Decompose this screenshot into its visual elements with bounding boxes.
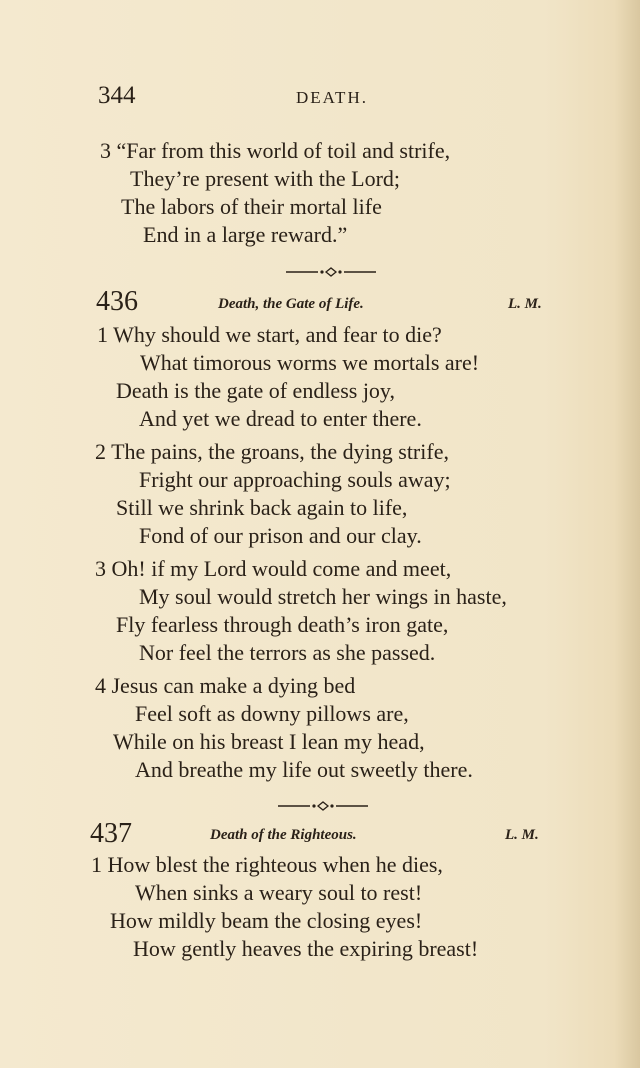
hymn-number: 436 xyxy=(96,286,138,317)
verse-line: 2 The pains, the groans, the dying strife, xyxy=(95,439,449,464)
verse-line: Feel soft as downy pillows are, xyxy=(135,701,409,726)
verse-line: Fly fearless through death’s iron gate, xyxy=(116,612,449,637)
hymn-title: Death, the Gate of Life. xyxy=(218,296,364,312)
hymn-title: Death of the Righteous. xyxy=(210,827,357,843)
running-title: DEATH. xyxy=(296,88,368,107)
verse-line: When sinks a weary soul to rest! xyxy=(135,880,423,905)
section-divider-ornament xyxy=(286,266,376,278)
verse-line: End in a large reward.” xyxy=(143,222,348,247)
section-divider-ornament xyxy=(278,800,368,812)
verse-line: 1 Why should we start, and fear to die? xyxy=(97,322,442,347)
verse-line: While on his breast I lean my head, xyxy=(113,729,425,754)
verse-line: Fright our approaching souls away; xyxy=(139,467,451,492)
verse-line: My soul would stretch her wings in haste, xyxy=(139,584,507,609)
verse-line: The labors of their mortal life xyxy=(121,194,382,219)
hymn-meter: L. M. xyxy=(505,827,539,843)
verse-line: 3 Oh! if my Lord would come and meet, xyxy=(95,556,452,581)
verse-line: Still we shrink back again to life, xyxy=(116,495,408,520)
verse-line: 3 “Far from this world of toil and strife, xyxy=(100,138,451,163)
verse-line: They’re present with the Lord; xyxy=(130,166,401,191)
hymn-meter: L. M. xyxy=(508,296,542,312)
verse-line: 1 How blest the righteous when he dies, xyxy=(91,852,443,877)
verse-line: 4 Jesus can make a dying bed xyxy=(95,673,356,698)
verse-line: How gently heaves the expiring breast! xyxy=(133,936,479,961)
verse-line: What timorous worms we mortals are! xyxy=(140,350,480,375)
verse-line: Death is the gate of endless joy, xyxy=(116,378,395,403)
verse-line: Fond of our prison and our clay. xyxy=(139,523,422,548)
verse-line: And breathe my life out sweetly there. xyxy=(135,757,473,782)
verse-line: Nor feel the terrors as she passed. xyxy=(139,640,436,665)
hymn-number: 437 xyxy=(90,818,132,849)
page-number: 344 xyxy=(98,82,136,109)
verse-line: How mildly beam the closing eyes! xyxy=(110,908,423,933)
verse-line: And yet we dread to enter there. xyxy=(139,406,422,431)
